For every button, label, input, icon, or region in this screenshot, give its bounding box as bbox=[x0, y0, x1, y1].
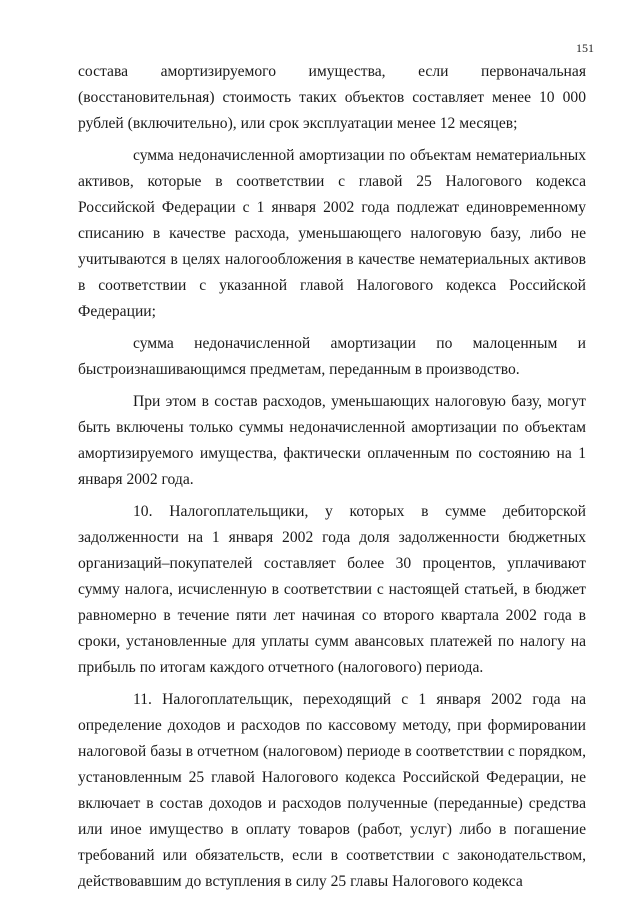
paragraph-intangible-assets: сумма недоначисленной амортизации по объектам нематериальных активов, которые в соответствии с главой 25 Налогового кодекса Российской Федерации с 1 января 2002 года подлежат единовременному списанию в качестве расхода, уменьшающего налоговую базу, либо не учитываются в целях налогообложения в качестве нематериальных активов в соответствии с указанной главой Налогового кодекса Российской Федерации; bbox=[78, 147, 586, 320]
paragraph-low-value-items: сумма недоначисленной амортизации по малоценным и быстроизнашивающимся предметам, переданным в производство. bbox=[78, 335, 586, 378]
paragraph-continuation: состава амортизируемого имущества, если первоначальная (восстановительная) стоимость таких объектов составляет менее 10 000 рублей (включительно), или срок эксплуатации менее 12 месяцев; bbox=[78, 63, 586, 132]
paragraph-expenses-note: При этом в состав расходов, уменьшающих налоговую базу, могут быть включены только суммы недоначисленной амортизации по объектам амортизируемого имущества, фактически оплаченным по состоянию на 1 января 2002 года. bbox=[78, 393, 586, 488]
paragraph-item-11: 11. Налогоплательщик, переходящий с 1 января 2002 года на определение доходов и расходов по кассовому методу, при формировании налоговой базы в отчетном (налоговом) периоде в соответствии с порядком, установленным 25 главой Налогового кодекса Российской Федерации, не включает в состав доходов и расходов полученные (переданные) средства или иное имущество в оплату товаров (работ, услуг) либо в погашение требований или обязательств, если в соответствии с законодательством, действовавшим до вступления в силу 25 главы Налогового кодекса bbox=[78, 691, 586, 890]
document-body bbox=[78, 59, 586, 895]
paragraph-item-10: 10. Налогоплательщики, у которых в сумме дебиторской задолженности на 1 января 2002 года доля задолженности бюджетных организаций–покупателей составляет более 30 процентов, уплачивают сумму налога, исчисленную в соответствии с настоящей статьей, в бюджет равномерно в течение пяти лет начиная со второго квартала 2002 года в сроки, установленные для уплаты сумм авансовых платежей по налогу на прибыль по итогам каждого отчетного (налогового) периода. bbox=[78, 503, 586, 676]
page-number: 151 bbox=[576, 41, 594, 55]
